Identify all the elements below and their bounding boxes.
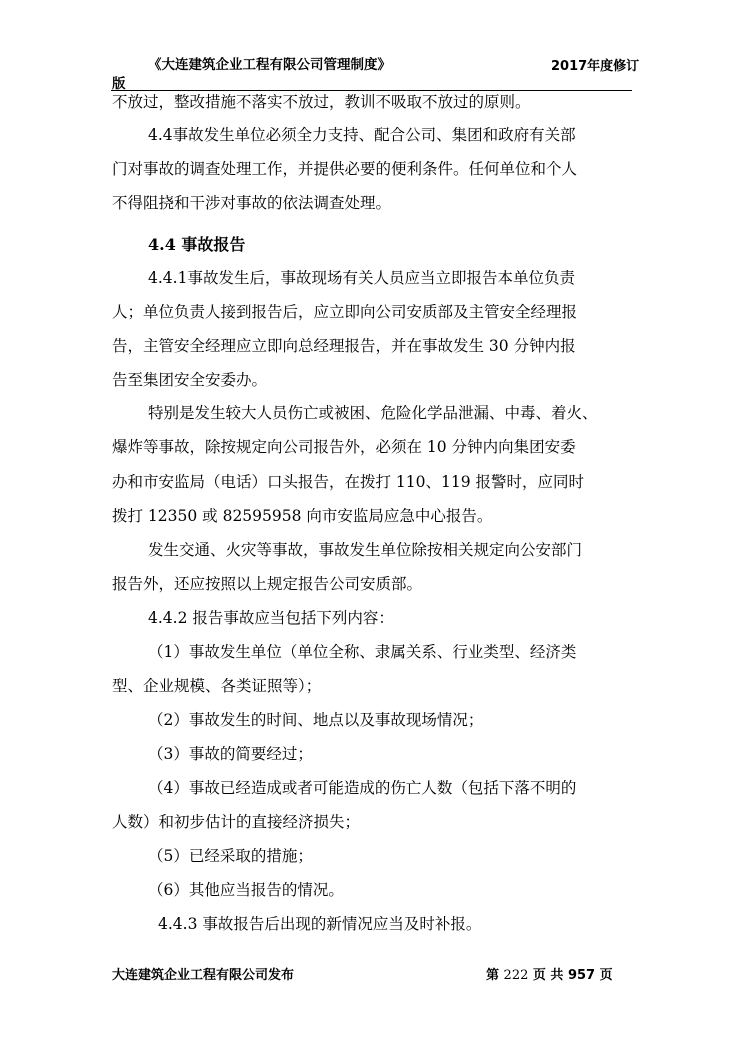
header-title: 《大连建筑企业工程有限公司管理制度》 [148,57,391,73]
body-line: 人；单位负责人接到报告后，应立即向公司安质部及主管安全经理报 [112,303,578,321]
list-item: （3）事故的简要经过； [148,745,313,763]
page-mid: 页 共 [532,968,564,983]
body-line: 报告外，还应按照以上规定报告公司安质部。 [112,575,423,593]
body-line: 4.4.1事故发生后，事故现场有关人员应当立即报告本单位负责 [148,269,575,287]
body-line: 拨打 12350 或 82595958 向市安监局应急中心报告。 [112,507,493,525]
page-total: 957 [567,968,596,983]
list-item: （6）其他应当报告的情况。 [148,881,344,899]
footer-page-info [486,964,613,983]
body-line: 门对事故的调查处理工作，并提供必要的便利条件。任何单位和个人 [112,160,578,178]
section-heading: 4.4 事故报告 [148,235,246,254]
body-line: 4.4.2 报告事故应当包括下列内容： [148,609,394,627]
list-item: （5）已经采取的措施； [148,847,313,865]
list-item: （2）事故发生的时间、地点以及事故现场情况； [148,711,484,729]
body-line: 4.4事故发生单位必须全力支持、配合公司、集团和政府有关部 [148,126,576,144]
body-line: 人数）和初步估计的直接经济损失； [112,813,361,831]
body-line: 爆炸等事故，除按规定向公司报告外，必须在 10 分钟内向集团安委 [112,438,576,456]
page-suffix: 页 [599,968,613,983]
header-rule [111,90,632,91]
body-line: 不得阻挠和干涉对事故的依法调查处理。 [112,194,392,212]
body-line: 发生交通、火灾等事故，事故发生单位除按相关规定向公安部门 [148,541,583,559]
body-line: 告，主管安全经理应立即向总经理报告，并在事故发生 30 分钟内报 [112,337,576,355]
list-item: （4）事故已经造成或者可能造成的伤亡人数（包括下落不明的 [148,779,577,797]
body-line: 特别是发生较大人员伤亡或被困、危险化学品泄漏、中毒、着火、 [148,404,598,422]
page-number: 222 [503,968,529,983]
header-year: 2017年度修订 [551,59,640,74]
body-line: 办和市安监局（电话）口头报告，在拨打 110、119 报警时，应同时 [112,473,585,491]
body-line: 型、企业规模、各类证照等）； [112,677,322,695]
header-title-tail: 版 [112,76,126,92]
body-line: 4.4.3 事故报告后出现的新情况应当及时补报。 [158,915,482,933]
body-line: 不放过，整改措施不落实不放过，教训不吸取不放过的原则。 [112,93,531,111]
footer-publisher: 大连建筑企业工程有限公司发布 [112,968,295,983]
body-line: 告至集团安全安委办。 [112,371,268,389]
page-prefix: 第 [486,968,500,983]
list-item: （1）事故发生单位（单位全称、隶属关系、行业类型、经济类 [148,643,577,661]
